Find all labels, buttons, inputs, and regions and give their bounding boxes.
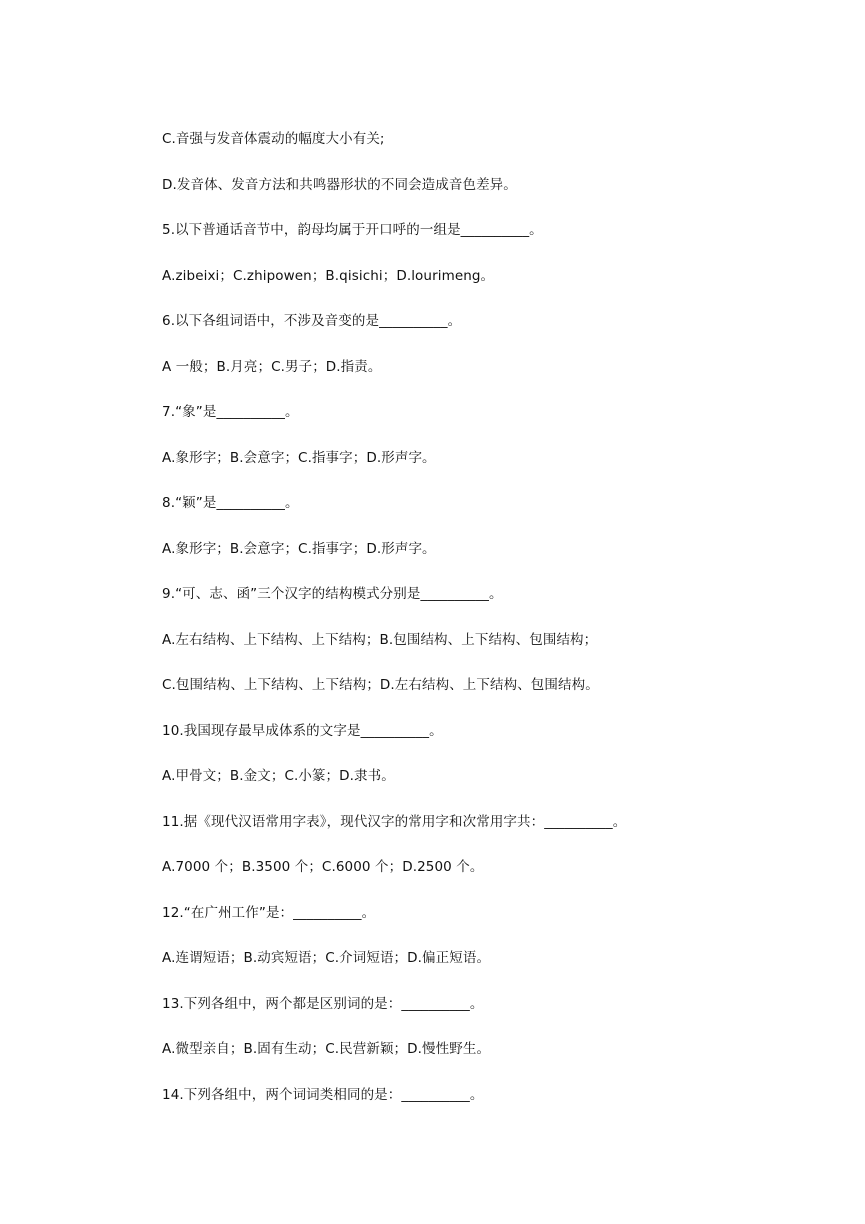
question-line: 11.据《现代汉语常用字表》，现代汉字的常用字和次常用字共：__________。	[162, 813, 627, 830]
question-line: 8.“颖”是__________。	[162, 495, 299, 511]
question-line: 14.下列各组中，两个词词类相同的是：__________。	[162, 1086, 484, 1103]
option-line: A.象形字；B.会意字；C.指事字；D.形声字。	[162, 540, 436, 557]
option-line: A 一般；B.月亮；C.男子；D.指责。	[162, 358, 382, 375]
option-line: A.甲骨文；B.金文；C.小篆；D.隶书。	[162, 768, 395, 784]
question-line: 12.“在广州工作”是：__________。	[162, 904, 376, 921]
document-body	[162, 128, 842, 1129]
option-line: D.发音体、发音方法和共鸣器形状的不同会造成音色差异。	[162, 176, 517, 193]
question-line: 5.以下普通话音节中，韵母均属于开口呼的一组是__________。	[162, 222, 543, 238]
question-line: 9.“可、志、函”三个汉字的结构模式分别是__________。	[162, 586, 503, 602]
option-line: A.微型亲自；B.固有生动；C.民营新颖；D.慢性野生。	[162, 1041, 491, 1057]
option-line: A.象形字；B.会意字；C.指事字；D.形声字。	[162, 449, 436, 466]
option-line: A.zibeixi；C.zhipowen；B.qisichi；D.lourimeng。	[162, 267, 495, 284]
question-line: 13.下列各组中，两个都是区别词的是：__________。	[162, 995, 484, 1012]
question-line: 6.以下各组词语中，不涉及音变的是__________。	[162, 313, 462, 329]
option-line: A.连谓短语；B.动宾短语；C.介词短语；D.偏正短语。	[162, 950, 491, 966]
option-line: C.包围结构、上下结构、上下结构；D.左右结构、上下结构、包围结构。	[162, 677, 599, 693]
question-line: 7.“象”是__________。	[162, 404, 299, 420]
question-line: 10.我国现存最早成体系的文字是__________。	[162, 722, 443, 739]
option-line: A.7000 个；B.3500 个；C.6000 个；D.2500 个。	[162, 859, 484, 875]
option-line: A.左右结构、上下结构、上下结构；B.包围结构、上下结构、包围结构；	[162, 631, 598, 648]
option-line: C.音强与发音体震动的幅度大小有关;	[162, 131, 385, 147]
